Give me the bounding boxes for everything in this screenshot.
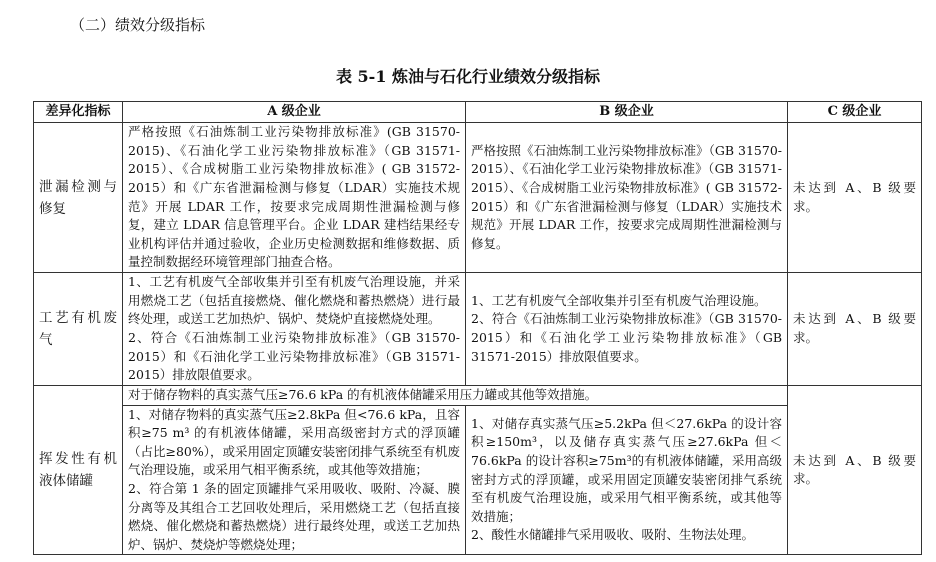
a-item: 1、工艺有机废气全部收集并引至有机废气治理设施，并采用燃烧工艺（包括直接燃烧、催化燃烧和蓄热燃烧）进行最终处理，或送工艺加热炉、锅炉、焚烧炉直接燃烧处理。 xyxy=(128,274,460,327)
b-item: 2、符合《石油炼制工业污染物排放标准》（GB 31570-2015）和《石油化学工业污染物排放标准》（GB 31571-2015）排放限值要求。 xyxy=(471,311,782,364)
indicator-cell: 工艺有机废气 xyxy=(34,273,123,386)
indicator-cell: 泄漏检测与修复 xyxy=(34,123,123,273)
b-item: 2、酸性水储罐排气采用吸收、吸附、生物法处理。 xyxy=(471,527,754,543)
performance-grading-table xyxy=(33,101,922,555)
header-a: A 级企业 xyxy=(123,102,466,123)
b-cell: 严格按照《石油炼制工业污染物排放标准》（GB 31570-2015）、《石油化学工业污染物排放标准》（GB 31571-2015）、《合成树脂工业污染物排放标准》( GB 31572-2015）和《广东省泄漏检测与修复（LDAR）实施技术规范》开展 LDAR 工作，按要求完成周期性泄漏检测与修复。 xyxy=(466,123,788,273)
a-item: 1、对储存物料的真实蒸气压≥2.8kPa 但<76.6 kPa，且容积≥75 m³ 的有机液体储罐，采用高级密封方式的浮顶罐（占比≥80%），或采用固定顶罐安装密闭排气系统至有机废气治理设施，或采用气相平衡系统，或其他等效措施； xyxy=(128,406,461,478)
a-cell xyxy=(123,405,466,555)
header-row xyxy=(34,102,922,123)
b-cell xyxy=(466,273,788,386)
c-cell: 未达到 A、B 级要求。 xyxy=(788,123,922,273)
header-b: B 级企业 xyxy=(466,102,788,123)
a-cell: 严格按照《石油炼制工业污染物排放标准》(GB 31570-2015)、《石油化学工业污染物排放标准》（GB 31571-2015）、《合成树脂工业污染物排放标准》( GB 31572-2015）和《广东省泄漏检测与修复（LDAR）实施技术规范》开展 LDAR 工作，按要求完成周期性泄漏检测与修复，建立 LDAR 信息管理平台。企业 LDAR 建档结果经专业机构评估并通过验收，企业历史检测数据和维修数据、质量控制数据经环境管理部门抽查合格。 xyxy=(123,123,466,273)
c-cell: 未达到 A、B 级要求。 xyxy=(788,386,922,555)
table-row xyxy=(34,386,922,406)
table-row xyxy=(34,123,922,273)
a-item: 2、符合第 1 条的固定顶罐排气采用吸收、吸附、冷凝、膜分离等及其组合工艺回收处理后，采用燃烧工艺（包括直接燃烧、催化燃烧和蓄热燃烧）进行最终处理，或送工艺加热炉、锅炉、焚烧炉等燃烧处理； xyxy=(128,480,460,552)
header-indicator: 差异化指标 xyxy=(34,102,123,123)
header-c: C 级企业 xyxy=(788,102,922,123)
c-cell: 未达到 A、B 级要求。 xyxy=(788,273,922,386)
b-item: 1、工艺有机废气全部收集并引至有机废气治理设施。 xyxy=(471,292,767,308)
common-cell: 对于储存物料的真实蒸气压≥76.6 kPa 的有机液体储罐采用压力罐或其他等效措施。 xyxy=(123,386,788,406)
indicator-cell: 挥发性有机液体储罐 xyxy=(34,386,123,555)
section-heading: （二）绩效分级指标 xyxy=(70,16,206,34)
a-cell xyxy=(123,273,466,386)
b-item: 1、对储存真实蒸气压≥5.2kPa 但＜27.6kPa 的设计容积≥150m³，以及储存真实蒸气压≥27.6kPa 但＜76.6kPa 的设计容积≥75m³的有机液体储罐，采用高级密封方式的浮顶罐，或采用固定顶罐安装密闭排气系统至有机废气治理设施，或采用气相平衡系统，或其他等效措施； xyxy=(471,415,782,524)
a-item: 2、符合《石油炼制工业污染物排放标准》（GB 31570-2015）和《石油化学工业污染物排放标准》（GB 31571-2015）排放限值要求。 xyxy=(128,330,460,383)
table-row xyxy=(34,273,922,386)
table-title: 表 5-1 炼油与石化行业绩效分级指标 xyxy=(335,67,601,86)
b-cell xyxy=(466,405,788,555)
